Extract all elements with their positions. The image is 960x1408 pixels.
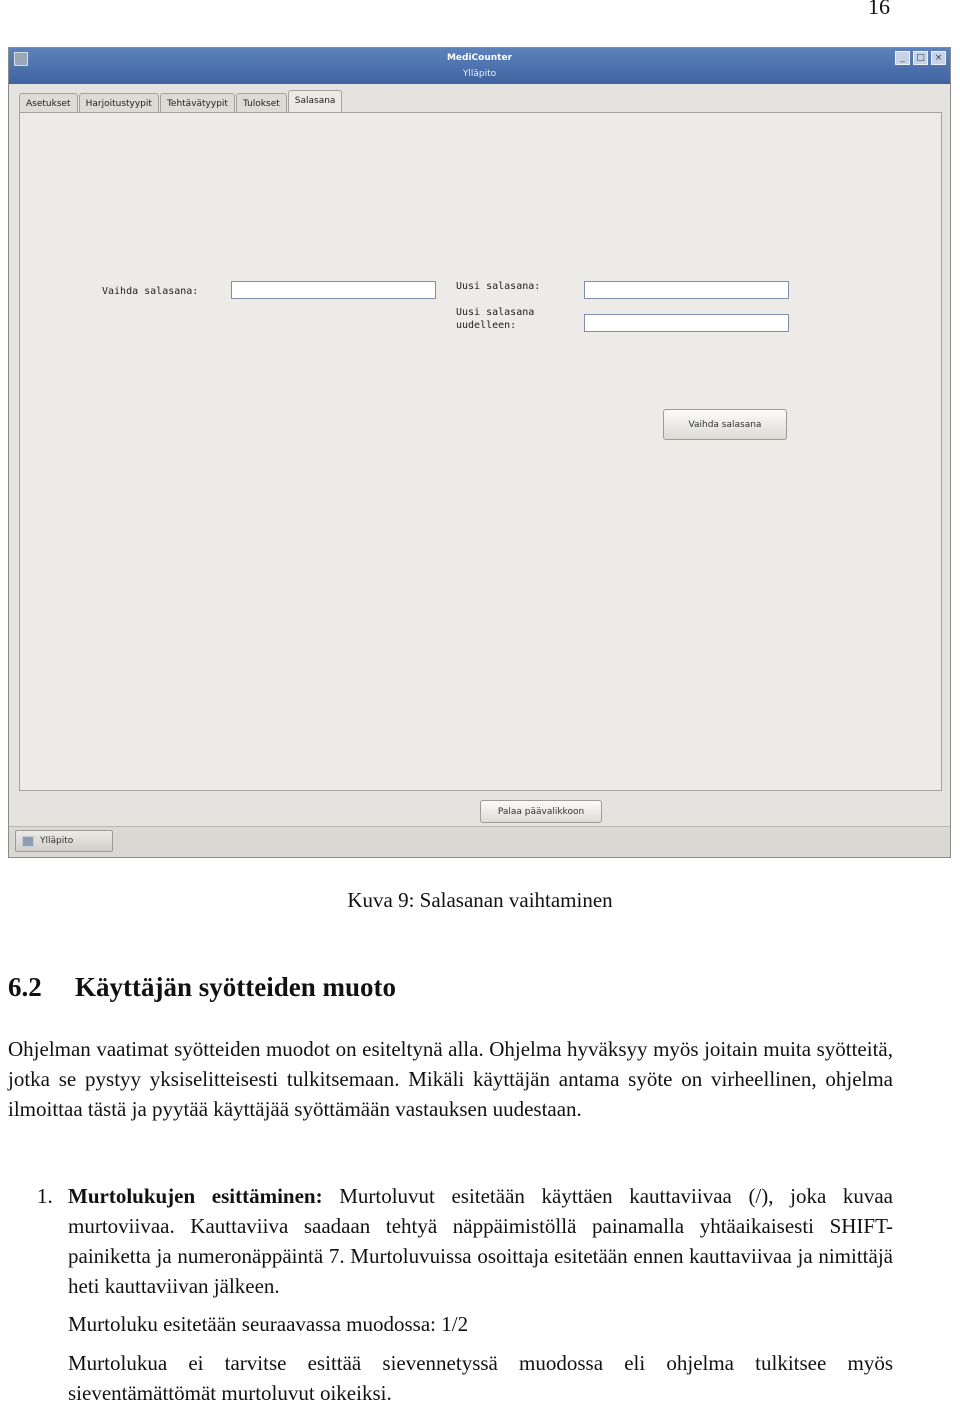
screenshot-window bbox=[8, 47, 951, 858]
figure-caption: Kuva 9: Salasanan vaihtaminen bbox=[347, 888, 613, 912]
title-bar bbox=[9, 48, 950, 84]
page-number: 16 bbox=[868, 0, 890, 19]
section-number: 6.2 bbox=[8, 972, 42, 1002]
fraction-format-paragraph: Murtoluku esitetään seuraavassa muodossa: 1/2 bbox=[68, 1312, 469, 1336]
taskbar-item-label: Ylläpito bbox=[40, 836, 74, 846]
old-password-label: Vaihda salasana: bbox=[102, 286, 199, 297]
intro-paragraph: Ohjelman vaatimat syötteiden muodot on esiteltynä alla. Ohjelma hyväksyy myös joitain muita syötteitä, jotka se pystyy yksiselitteisesti tulkitsemaan. Mikäli käyttäjän antama syöte on virheellinen, ohjelma ilmoittaa tästä ja pyytää käyttäjää syöttämään vastauksen uudestaan. bbox=[8, 1037, 893, 1121]
window-controls bbox=[895, 51, 946, 65]
maximize-icon[interactable]: □ bbox=[913, 51, 928, 65]
section-heading bbox=[8, 972, 396, 1003]
new-password-field[interactable] bbox=[584, 281, 789, 299]
list-item-number: 1. bbox=[37, 1184, 53, 1208]
tab-tulokset[interactable]: Tulokset bbox=[236, 93, 287, 113]
repeat-password-label-line1: Uusi salasana bbox=[456, 307, 535, 318]
new-password-label: Uusi salasana: bbox=[456, 281, 541, 292]
close-icon[interactable]: × bbox=[931, 51, 946, 65]
list-item-text: Murtoluvut esitetään käyttäen kauttaviivaa (/), joka kuvaa murtoviivaa. Kauttaviiva saadaan tehtyä näppäimistöllä painamalla yhtäaikaisesti SHIFT-painiketta ja numeronäppäintä 7. Murtoluvuissa osoittaja esitetään ennen kauttaviivaa ja nimittäjä heti kauttaviivan jälkeen. bbox=[68, 1184, 893, 1298]
tab-bar bbox=[19, 91, 343, 113]
taskbar bbox=[9, 826, 950, 857]
minimize-icon[interactable]: _ bbox=[895, 51, 910, 65]
tab-asetukset[interactable]: Asetukset bbox=[19, 93, 78, 113]
old-password-field[interactable] bbox=[231, 281, 436, 299]
tab-harjoitustyypit[interactable]: Harjoitustyypit bbox=[79, 93, 159, 113]
change-password-button[interactable]: Vaihda salasana bbox=[663, 409, 787, 440]
simplification-paragraph: Murtolukua ei tarvitse esittää sievennetyssä muodossa eli ohjelma tulkitsee myös sieventämättömät murtoluvut oikeiksi. bbox=[68, 1351, 893, 1405]
window-title: MediCounter bbox=[446, 53, 513, 63]
tab-salasana[interactable]: Salasana bbox=[288, 90, 343, 114]
password-panel bbox=[19, 112, 942, 791]
repeat-password-label-line2: uudelleen: bbox=[456, 320, 517, 331]
list-item-paragraph bbox=[68, 1181, 893, 1301]
taskbar-item-yllapito[interactable] bbox=[15, 830, 113, 852]
section-title: Käyttäjän syötteiden muoto bbox=[75, 972, 396, 1002]
repeat-password-field[interactable] bbox=[584, 314, 789, 332]
window-icon bbox=[22, 836, 34, 847]
list-item-term: Murtolukujen esittäminen: bbox=[68, 1184, 323, 1208]
back-to-main-menu-button[interactable]: Palaa päävalikkoon bbox=[480, 800, 602, 823]
tab-tehtavatyypit[interactable]: Tehtävätyypit bbox=[160, 93, 235, 113]
window-subtitle: Ylläpito bbox=[462, 69, 497, 79]
